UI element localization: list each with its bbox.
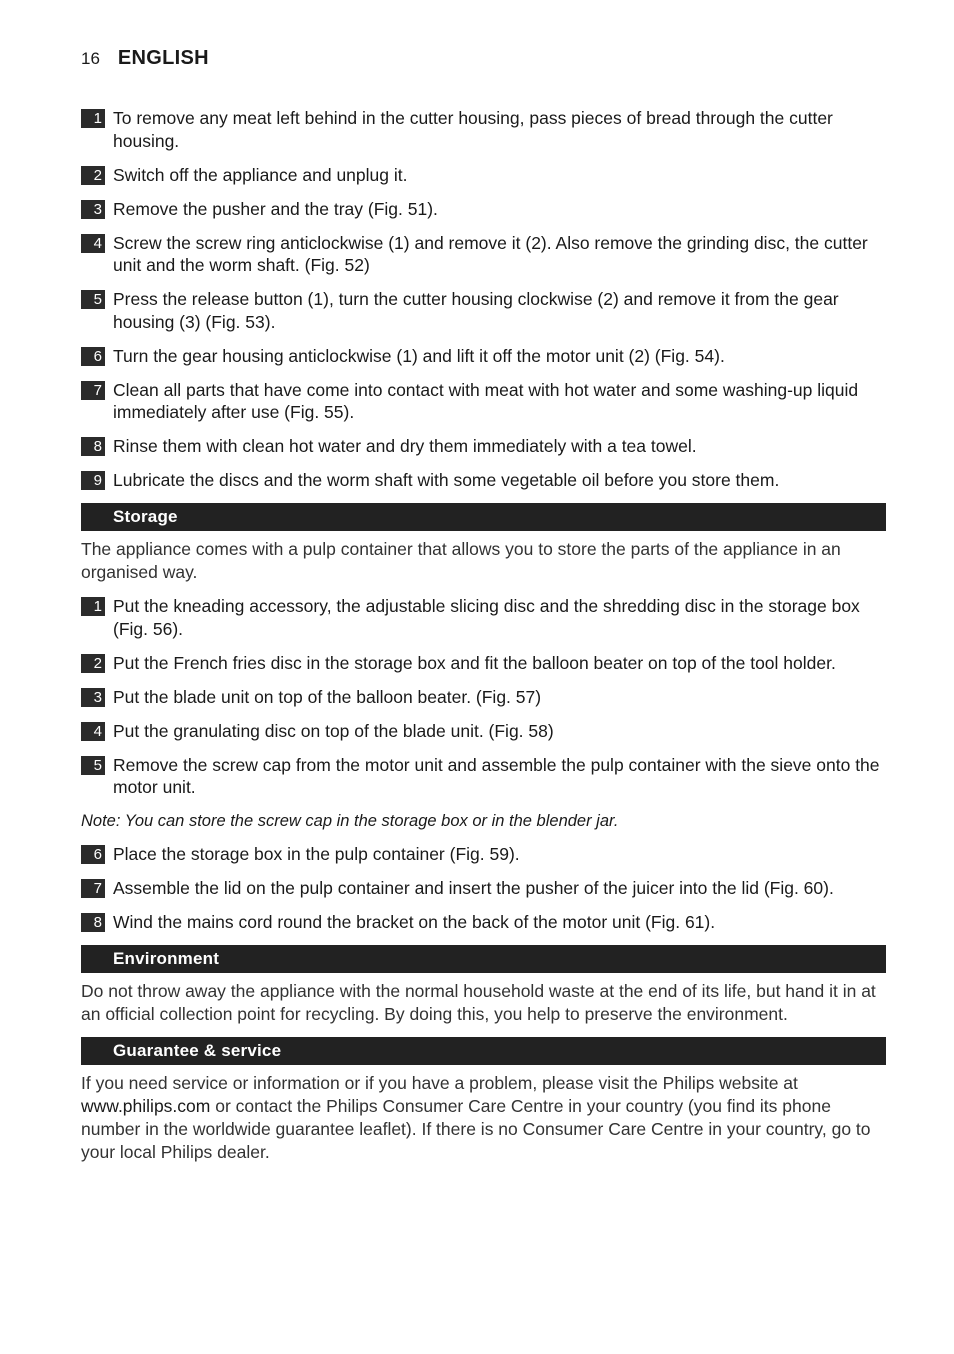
step-number: 4 (81, 234, 105, 253)
step-number: 7 (81, 381, 105, 400)
guarantee-text-end: or contact the Philips Consumer Care Centre in your country (you find its phone number in the worldwide guarantee leaflet). If there is no Consumer Care Centre in your country, go to your local Philips dealer. (81, 1096, 871, 1162)
step-number: 7 (81, 879, 105, 898)
step-text: Clean all parts that have come into contact with meat with hot water and some washing-up liquid immediately after use (Fig. 55). (113, 379, 859, 422)
step-item (81, 754, 886, 799)
storage-steps (81, 595, 886, 799)
step-item (81, 288, 886, 333)
step-text: Put the granulating disc on top of the blade unit. (Fig. 58) (113, 720, 554, 741)
step-number: 8 (81, 913, 105, 932)
step-text: Rinse them with clean hot water and dry them immediately with a tea towel. (113, 436, 697, 456)
step-item (81, 345, 886, 368)
step-item (81, 843, 886, 866)
step-number: 1 (81, 109, 105, 128)
step-text: Wind the mains cord round the bracket on the back of the motor unit (Fig. 61). (113, 912, 716, 932)
step-text: Put the kneading accessory, the adjustable slicing disc and the shredding disc in the storage box (Fig. 56). (113, 596, 860, 639)
step-text: Screw the screw ring anticlockwise (1) and remove it (2). Also remove the grinding disc, the cutter unit and the worm shaft. (Fig. 52) (113, 232, 868, 275)
step-text: Press the release button (1), turn the cutter housing clockwise (2) and remove it from the gear housing (3) (Fig. 53). (113, 289, 839, 332)
step-item (81, 469, 886, 492)
step-text: Assemble the lid on the pulp container and insert the pusher of the juicer into the lid (Fig. 60). (113, 878, 834, 898)
step-text: Put the blade unit on top of the balloon beater. (Fig. 57) (113, 686, 542, 707)
step-item (81, 164, 886, 187)
step-text: Remove the pusher and the tray (Fig. 51). (113, 198, 438, 219)
step-number: 9 (81, 471, 105, 490)
page-number: 16 (81, 49, 100, 68)
cleaning-steps (81, 107, 886, 492)
step-item (81, 686, 886, 709)
section-heading-storage: Storage (81, 503, 886, 531)
step-text: To remove any meat left behind in the cutter housing, pass pieces of bread through the cutter housing. (113, 108, 833, 151)
page-content (81, 107, 886, 1175)
guarantee-text (81, 1072, 886, 1164)
step-number: 1 (81, 597, 105, 616)
step-item (81, 652, 886, 675)
step-number: 6 (81, 347, 105, 366)
step-number: 8 (81, 437, 105, 456)
step-number: 6 (81, 845, 105, 864)
step-number: 2 (81, 654, 105, 673)
step-item (81, 877, 886, 900)
step-number: 3 (81, 200, 105, 219)
environment-text: Do not throw away the appliance with the normal household waste at the end of its life, but hand it in at an official collection point for recycling. By doing this, you help to preserve the environment. (81, 981, 876, 1024)
step-number: 5 (81, 756, 105, 775)
step-number: 2 (81, 166, 105, 185)
step-text: Lubricate the discs and the worm shaft with some vegetable oil before you store them. (113, 470, 780, 490)
section-heading-environment: Environment (81, 945, 886, 973)
step-item (81, 232, 886, 277)
step-text: Switch off the appliance and unplug it. (113, 164, 408, 185)
step-number: 5 (81, 290, 105, 309)
step-item (81, 107, 886, 152)
step-text: Put the French fries disc in the storage box and fit the balloon beater on top of the tool holder. (113, 652, 836, 673)
page-language: ENGLISH (117, 47, 209, 69)
step-item (81, 720, 886, 743)
storage-steps-continued (81, 843, 886, 934)
step-item (81, 595, 886, 640)
section-heading-guarantee: Guarantee & service (81, 1037, 886, 1065)
step-item (81, 198, 886, 221)
page-header (81, 47, 209, 70)
step-item (81, 379, 886, 424)
step-number: 4 (81, 722, 105, 741)
step-number: 3 (81, 688, 105, 707)
step-item (81, 435, 886, 458)
storage-note: Note: You can store the screw cap in the storage box or in the blender jar. (81, 812, 619, 830)
step-text: Place the storage box in the pulp container (Fig. 59). (113, 844, 520, 864)
step-item (81, 911, 886, 934)
philips-website-link[interactable]: www.philips.com (81, 1096, 211, 1116)
guarantee-text-start: If you need service or information or if you have a problem, please visit the Philips website at (81, 1073, 798, 1093)
step-text: Turn the gear housing anticlockwise (1) and lift it off the motor unit (2) (Fig. 54). (113, 345, 725, 366)
storage-intro: The appliance comes with a pulp container that allows you to store the parts of the appliance in an organised way. (81, 539, 841, 582)
step-text: Remove the screw cap from the motor unit and assemble the pulp container with the sieve onto the motor unit. (113, 754, 880, 797)
